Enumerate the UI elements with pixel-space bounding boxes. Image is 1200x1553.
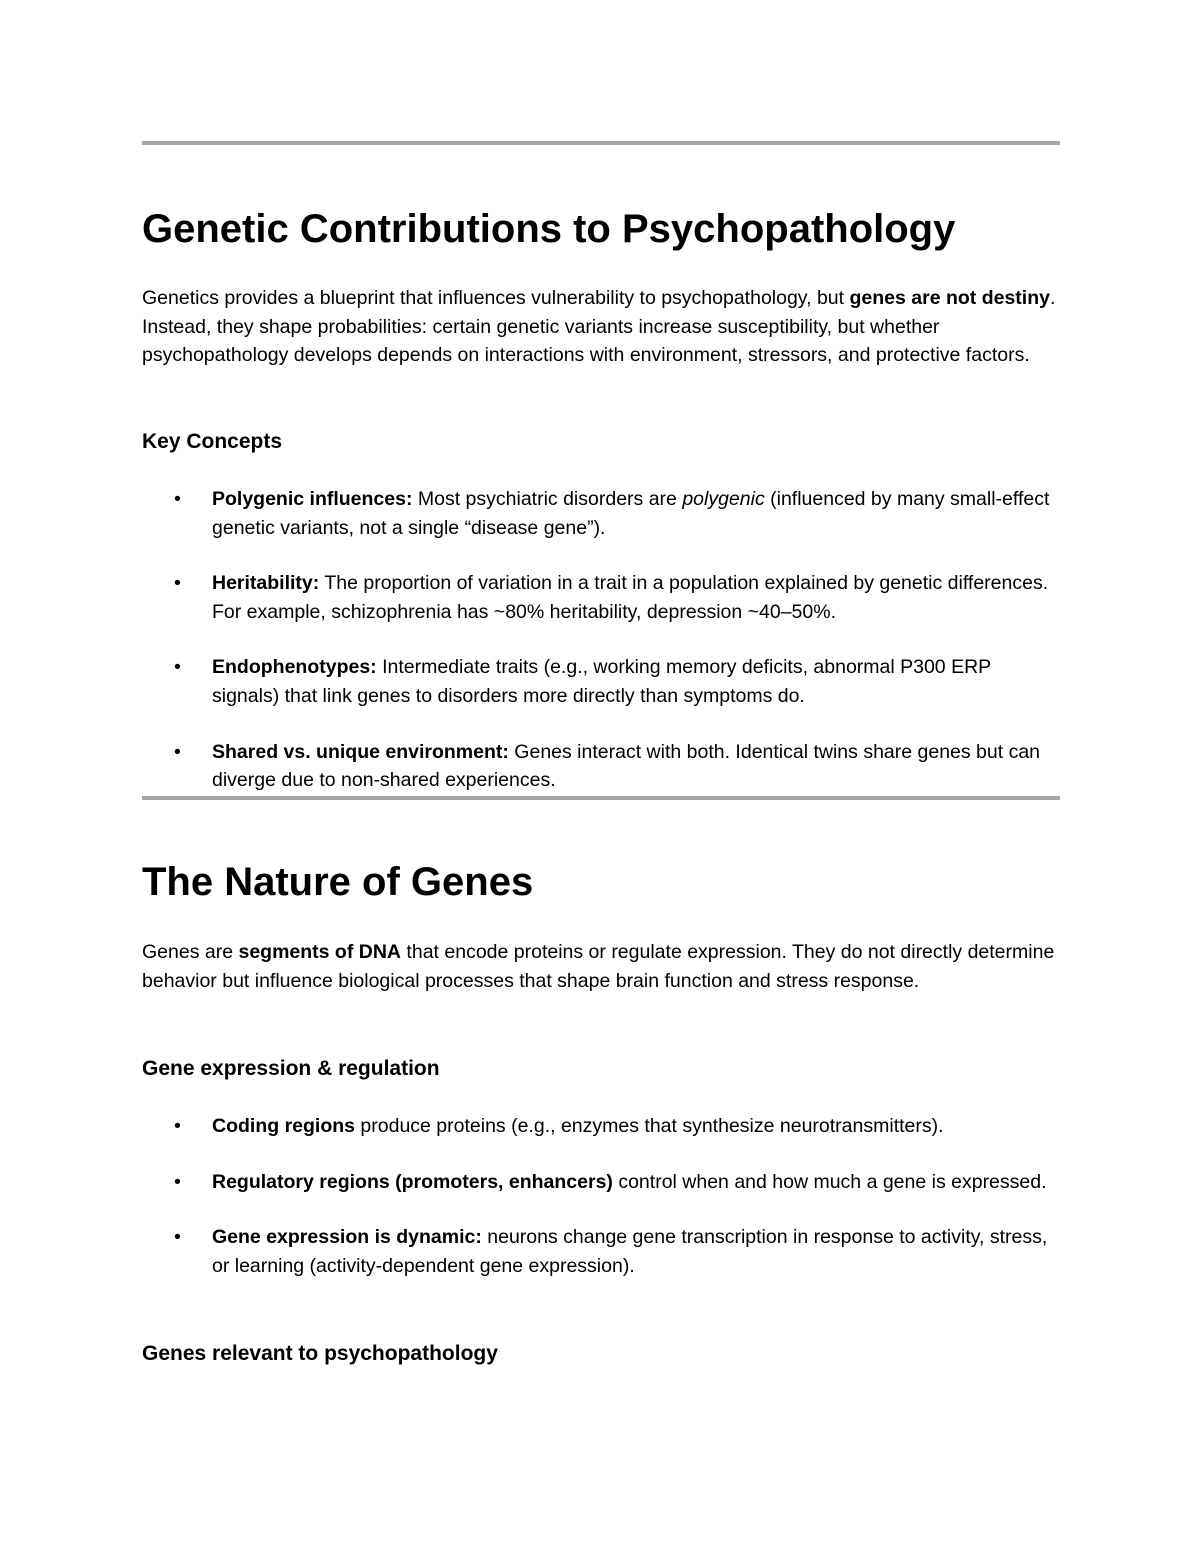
bullet-icon: • — [174, 572, 181, 595]
section-title-nature-of-genes: The Nature of Genes — [142, 860, 534, 904]
section-title-genetic-contributions: Genetic Contributions to Psychopathology — [142, 207, 956, 251]
intro-paragraph-genetics: Genetics provides a blueprint that influences vulnerability to psychopathology, but genes are not destiny. Instead, they shape probabilities: certain genetic variants increase susceptibility, but whether psychopathology develops depends on interactions with environment, stressors, and protective factors. — [142, 287, 1056, 367]
list-item: • Gene expression is dynamic: neurons change gene transcription in response to activity, stress, or learning (activity-dependent gene expression). — [142, 1223, 1060, 1280]
key-concepts-list — [142, 485, 1060, 822]
bullet-icon: • — [174, 488, 181, 510]
bullet-icon: • — [174, 656, 181, 679]
bullet-icon: • — [174, 1170, 181, 1193]
subheading-gene-expression: Gene expression & regulation — [142, 1057, 440, 1080]
horizontal-rule-middle — [142, 796, 1060, 800]
bullet-icon: • — [174, 740, 181, 763]
gene-expression-list — [142, 1112, 1060, 1307]
list-item: • Coding regions produce proteins (e.g., enzymes that synthesize neurotransmitters). — [142, 1112, 1060, 1141]
bullet-icon: • — [174, 1226, 181, 1249]
subheading-genes-relevant: Genes relevant to psychopathology — [142, 1342, 498, 1365]
list-item: • Polygenic influences: Most psychiatric disorders are polygenic (influenced by many small-effect genetic variants, not a single “disease gene”). — [142, 485, 1060, 542]
list-item: • Heritability: The proportion of variation in a trait in a population explained by genetic differences. For example, schizophrenia has ~80% heritability, depression ~40–50%. — [142, 569, 1060, 626]
bullet-icon: • — [174, 1115, 181, 1137]
intro-paragraph-genes: Genes are segments of DNA that encode proteins or regulate expression. They do not directly determine behavior but influence biological processes that shape brain function and stress response. — [142, 941, 1055, 992]
list-item: • Endophenotypes: Intermediate traits (e.g., working memory deficits, abnormal P300 ERP signals) that link genes to disorders more directly than symptoms do. — [142, 653, 1060, 710]
subheading-key-concepts: Key Concepts — [142, 430, 283, 453]
list-item: • Regulatory regions (promoters, enhancers) control when and how much a gene is expressed. — [142, 1168, 1060, 1197]
list-item: • Shared vs. unique environment: Genes interact with both. Identical twins share genes but can diverge due to non-shared experiences. — [142, 738, 1060, 795]
horizontal-rule-top — [142, 141, 1060, 145]
